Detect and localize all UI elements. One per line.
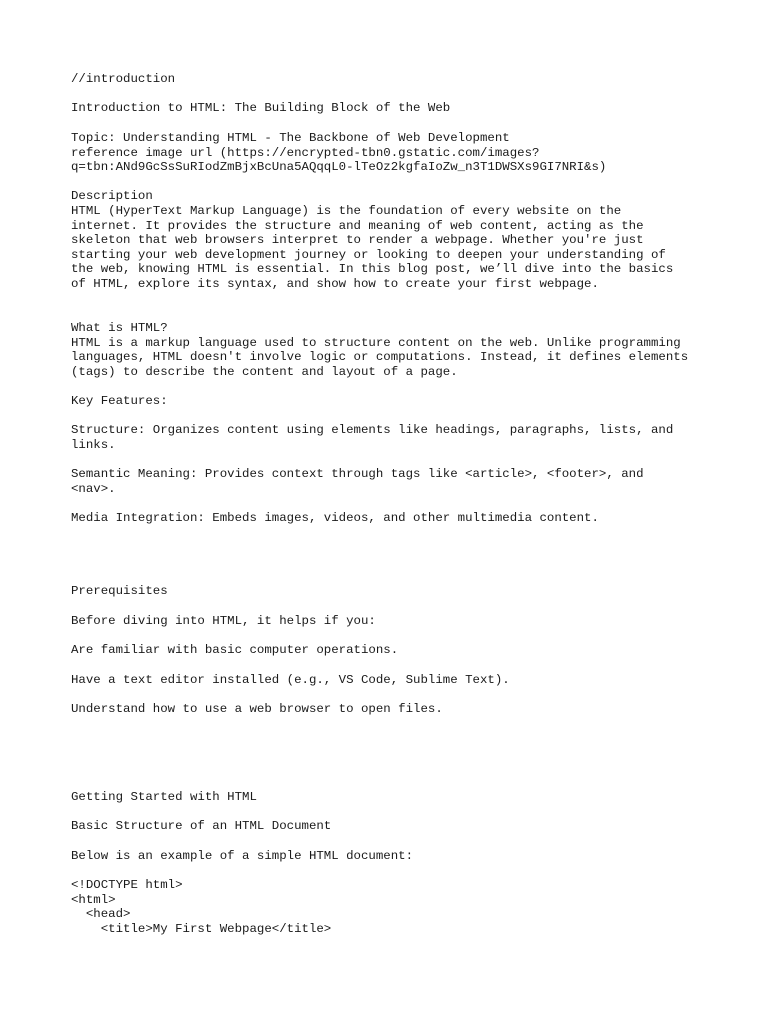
code-line: <!DOCTYPE html> [71, 878, 183, 892]
what-is-html-text-line: HTML is a markup language used to structure content on the web. Unlike programming [71, 336, 681, 350]
description-text-line: internet. It provides the structure and meaning of web content, acting as the [71, 219, 644, 233]
basic-structure-heading: Basic Structure of an HTML Document [71, 819, 332, 833]
prerequisite-item: Have a text editor installed (e.g., VS Code, Sublime Text). [71, 673, 510, 687]
description-text-line: skeleton that web browsers interpret to render a webpage. Whether you're just [71, 233, 644, 247]
prerequisites-intro: Before diving into HTML, it helps if you: [71, 614, 376, 628]
feature-structure-line-1: Structure: Organizes content using elements like headings, paragraphs, lists, and [71, 423, 674, 437]
reference-url-line-1: reference image url (https://encrypted-tbn0.gstatic.com/images? [71, 146, 540, 160]
what-is-html-text-line: (tags) to describe the content and layout of a page. [71, 365, 458, 379]
key-features-heading: Key Features: [71, 394, 168, 408]
description-text-line: HTML (HyperText Markup Language) is the foundation of every website on the [71, 204, 622, 218]
what-is-html-text-line: languages, HTML doesn't involve logic or computations. Instead, it defines elements [71, 350, 689, 364]
feature-media-line: Media Integration: Embeds images, videos, and other multimedia content. [71, 511, 599, 525]
prerequisites-heading: Prerequisites [71, 584, 168, 598]
document-title: Introduction to HTML: The Building Block of the Web [71, 101, 451, 115]
feature-structure-line-2: links. [71, 438, 116, 452]
feature-semantic-line-1: Semantic Meaning: Provides context through tags like <article>, <footer>, and [71, 467, 644, 481]
code-line: <title>My First Webpage</title> [71, 922, 332, 936]
prerequisite-item: Understand how to use a web browser to open files. [71, 702, 443, 716]
feature-semantic-line-2: <nav>. [71, 482, 116, 496]
prerequisite-item: Are familiar with basic computer operations. [71, 643, 399, 657]
code-line: <head> [71, 907, 131, 921]
what-is-html-heading: What is HTML? [71, 321, 168, 335]
description-text-line: of HTML, explore its syntax, and show how to create your first webpage. [71, 277, 599, 291]
topic-line: Topic: Understanding HTML - The Backbone of Web Development [71, 131, 510, 145]
description-heading: Description [71, 189, 153, 203]
example-intro: Below is an example of a simple HTML document: [71, 849, 414, 863]
section-marker-introduction: //introduction [71, 72, 176, 86]
code-line: <html> [71, 893, 116, 907]
reference-url-line-2: q=tbn:ANd9GcSsSuRIodZmBjxBcUna5AQqqL0-lTeOz2kgfaIoZw_n3T1DWSXs9GI7NRI&s) [71, 160, 607, 174]
description-text-line: starting your web development journey or looking to deepen your understanding of [71, 248, 666, 262]
description-text-line: the web, knowing HTML is essential. In this blog post, we’ll dive into the basics [71, 262, 674, 276]
getting-started-heading: Getting Started with HTML [71, 790, 257, 804]
